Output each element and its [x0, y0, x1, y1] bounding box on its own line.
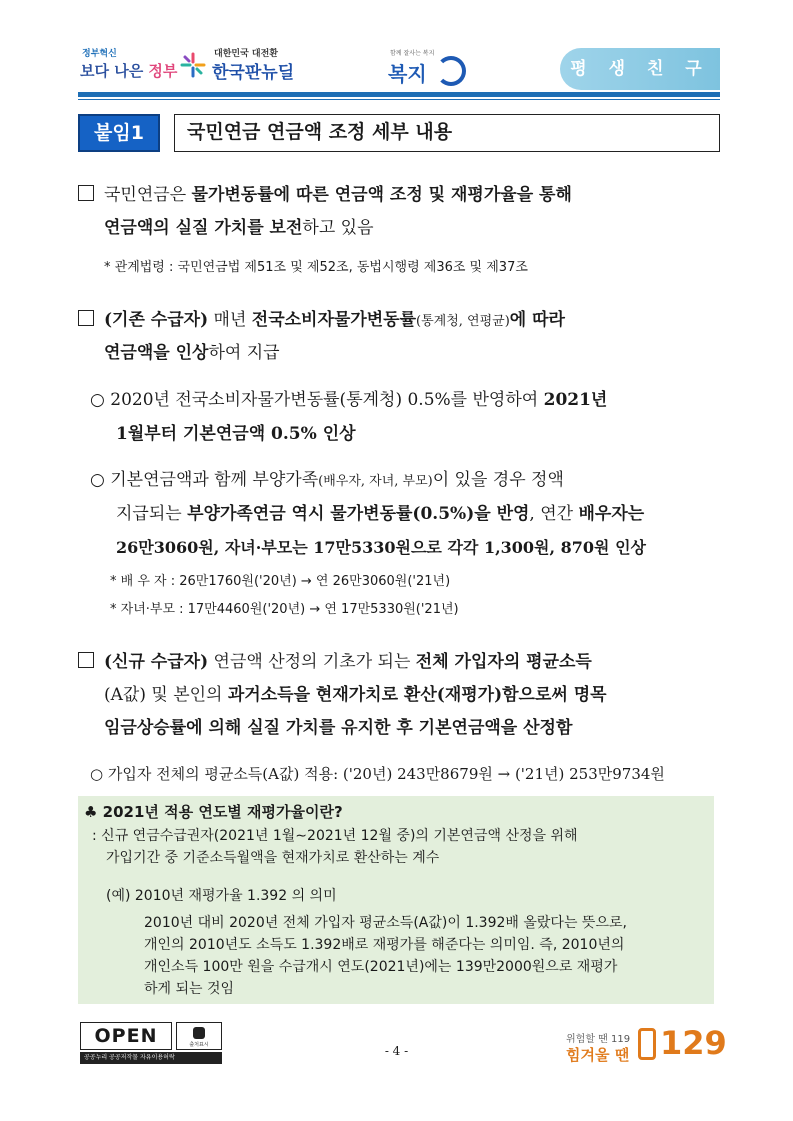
page-header: [0, 0, 793, 110]
paragraph-2-line-1: (기존 수급자) 매년 전국소비자물가변동률(통계청, 연평균)에 따라: [78, 308, 565, 334]
paragraph-2-sub-2-line-2: 지급되는 부양가족연금 역시 물가변동률(0.5%)을 반영, 연간 배우자는: [116, 504, 645, 524]
info-box-example-4: 하게 되는 것임: [144, 981, 235, 997]
checkbox-bullet-icon: [78, 310, 94, 326]
checkbox-bullet-icon: [78, 652, 94, 668]
section-title: [78, 114, 720, 152]
paragraph-1-line-2: 연금액의 실질 가치를 보전하고 있음: [104, 218, 374, 238]
info-box: [78, 796, 714, 1004]
circle-bullet-icon: ○: [90, 765, 108, 783]
header-tab: 평 생 친 구: [560, 48, 720, 90]
info-box-example-3: 개인소득 100만 원을 수급개시 연도(2021년)에는 139만2000원으로 재평가: [144, 959, 618, 975]
starburst-icon: [180, 52, 206, 78]
header-divider-thin: [78, 99, 720, 100]
paragraph-3-line-3: 임금상승률에 의해 실질 가치를 유지한 후 기본연금액을 산정함: [104, 718, 573, 738]
info-box-definition-1: : 신규 연금수급권자(2021년 1월∼2021년 12월 중)의 기본연금액 산정을 위해: [92, 828, 578, 844]
hotline-129-logo: 위험할 땐 119 힘겨울 땐 129: [566, 1024, 727, 1064]
paragraph-3-line-1: (신규 수급자) 연금액 산정의 기초가 되는 전체 가입자의 평균소득: [78, 650, 592, 674]
paragraph-2-sub-1-line-2: 1월부터 기본연금액 0.5% 인상: [116, 424, 356, 444]
paragraph-2-sub-2-line-3: 26만3060원, 자녀·부모는 17만5330원으로 각각 1,300원, 870원 인상: [116, 538, 646, 557]
info-box-example-1: 2010년 대비 2020년 전체 가입자 평균소득(A값)이 1.392배 올랐다는 뜻으로,: [144, 915, 627, 931]
header-divider: [78, 92, 720, 97]
checkbox-bullet-icon: [78, 185, 94, 201]
gov-innovation-logo: 정부혁신 보다 나은 정부: [80, 49, 178, 80]
paragraph-3-sub-1: ○ 가입자 전체의 평균소득(A값) 적용: ('20년) 243만8679원 → ('21년) 253만9734원: [90, 765, 665, 783]
paragraph-2-line-2: 연금액을 인상하여 지급: [104, 343, 280, 363]
korean-new-deal-logo: 대한민국 대전환 한국판뉴딜: [180, 46, 320, 86]
paragraph-2-sub-1-line-1: ○ 2020년 전국소비자물가변동률(통계청) 0.5%를 반영하여 2021년: [90, 390, 608, 410]
info-box-definition-2: 가입기간 중 기준소득월액을 현재가치로 환산하는 계수: [106, 850, 440, 866]
attachment-badge: 붙임1: [78, 114, 160, 152]
open-license-logo: OPEN 출처표시 공공누리 공공저작물 자유이용허락: [80, 1022, 225, 1066]
attribution-icon: 출처표시: [176, 1022, 222, 1050]
info-box-title: ♣ 2021년 적용 연도별 재평가율이란?: [84, 803, 343, 821]
page-number: - 4 -: [384, 1044, 409, 1058]
welfare-logo: 함께 잘사는 복지 복지: [388, 44, 468, 88]
circle-bullet-icon: ○: [90, 470, 111, 490]
child-parent-note: * 자녀·부모 : 17만4460원('20년) → 연 17만5330원('21년): [110, 602, 459, 617]
spouse-note: * 배 우 자 : 26만1760원('20년) → 연 26만3060원('21년): [110, 574, 451, 589]
ring-icon: [436, 56, 466, 86]
info-box-example-2: 개인의 2010년도 소득도 1.392배로 재평가를 해준다는 의미임. 즉, 2010년의: [144, 937, 625, 953]
paragraph-1-note: * 관계법령 : 국민연금법 제51조 및 제52조, 동법시행령 제36조 및 제37조: [104, 260, 528, 275]
paragraph-3-line-2: (A값) 및 본인의 과거소득을 현재가치로 환산(재평가)함으로써 명목: [104, 685, 607, 705]
paragraph-2-sub-2-line-1: ○ 기본연금액과 함께 부양가족(배우자, 자녀, 부모)이 있을 경우 정액: [90, 470, 564, 490]
section-heading: 국민연금 연금액 조정 세부 내용: [174, 114, 720, 152]
circle-bullet-icon: ○: [90, 390, 111, 410]
info-box-example-heading: (예) 2010년 재평가율 1.392 의 의미: [106, 888, 337, 904]
paragraph-1-line-1: 국민연금은 물가변동률에 따른 연금액 조정 및 재평가율을 통해: [78, 183, 572, 207]
phone-icon: [638, 1028, 656, 1060]
